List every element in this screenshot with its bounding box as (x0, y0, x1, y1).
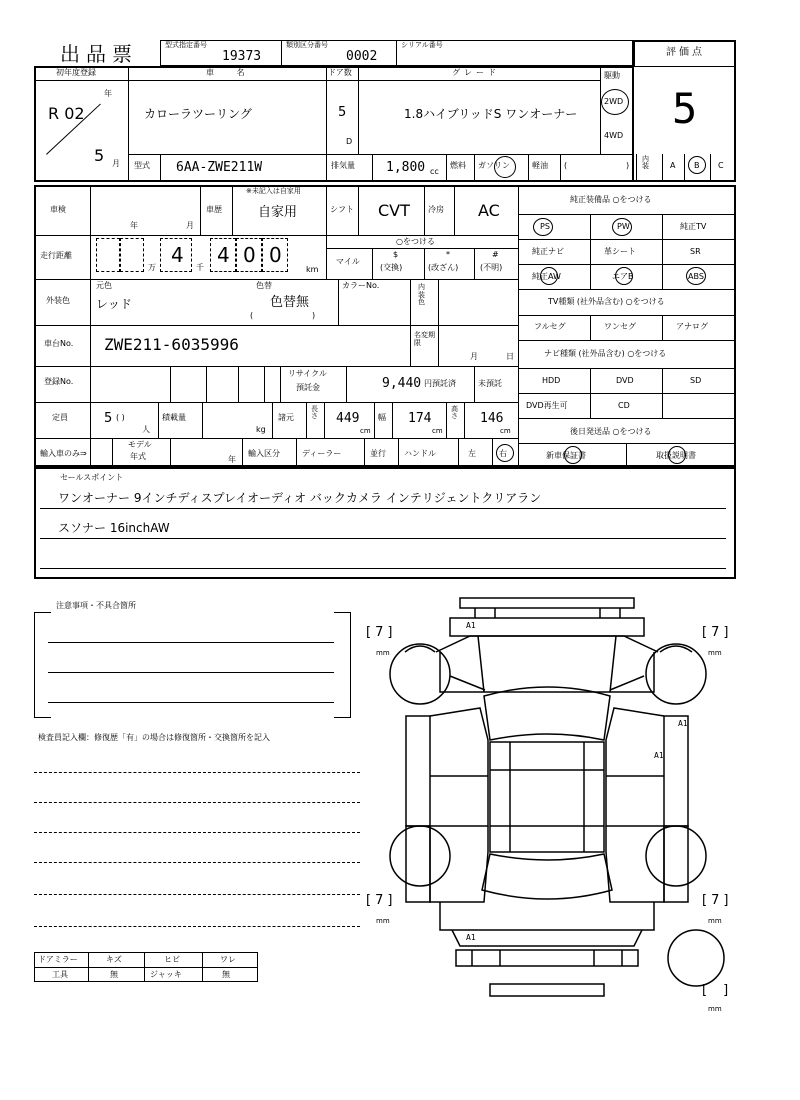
title-period-day: 日 (506, 352, 514, 361)
category-label: 類別区分番号 (286, 41, 328, 49)
inspection-label: 車検 (50, 205, 66, 214)
repaint-value: 色替無 (270, 295, 310, 310)
right-rear-door (664, 826, 688, 902)
rear-right-wheel (646, 826, 706, 886)
rear-bumper (456, 950, 638, 966)
recycle-label-1: リサイクル (288, 369, 327, 378)
tools-crack: ヒビ (164, 955, 180, 964)
tread-spare-unit: mm (708, 1005, 722, 1013)
mileage-digit-1 (96, 238, 120, 272)
model-label: 型式 (134, 161, 150, 170)
score-value: 5 (672, 84, 698, 133)
kg-unit: kg (256, 425, 266, 434)
altered-mark: * (446, 250, 450, 259)
import-label: 輸入車のみ⇒ (40, 449, 87, 458)
navi-cd: CD (618, 401, 630, 410)
history-label: 車歴 (206, 205, 222, 214)
length-label: 長さ (311, 405, 318, 420)
interior-label: 内装 (642, 155, 649, 170)
capacity-paren: ( ) (116, 413, 125, 422)
sales-points-line-2: スソナー 16inchAW (58, 521, 170, 535)
first-reg-month: 5 (94, 146, 105, 165)
load-label: 積載量 (162, 413, 186, 422)
equipment-title: 純正装備品 ○をつける (570, 195, 652, 204)
interior-grade-a: A (670, 161, 676, 170)
mileage-label: 走行距離 (40, 251, 72, 260)
damage-mark-right-door: A1 (654, 751, 664, 760)
tread-fr: [ 7 ] (702, 625, 729, 640)
later-manual: 取扱説明書 (656, 451, 696, 460)
rear-window (482, 854, 612, 899)
equip-leather: 革シート (604, 247, 636, 256)
length-cm: cm (360, 427, 371, 435)
shift-label: シフト (330, 205, 354, 214)
dims-label: 諸元 (278, 413, 294, 422)
recycle-unpaid: 未預託 (478, 379, 502, 388)
equip-abs: ABS (688, 272, 704, 281)
tread-fl: [ 7 ] (366, 625, 393, 640)
mileage-digit-6: 0 (262, 238, 288, 272)
equip-airbag-circle (615, 267, 633, 285)
category-number: 0002 (346, 49, 378, 64)
windshield (484, 687, 610, 740)
width-label: 幅 (378, 413, 386, 422)
rear-left-wheel (390, 826, 450, 886)
length-value: 449 (336, 411, 360, 426)
interior-grade-c: C (718, 161, 724, 170)
tread-rr: [ 7 ] (702, 893, 729, 908)
sales-points-line-1: ワンオーナー 9インチディスプレイオーディオ バックカメラ インテリジェントクリアラン (58, 491, 542, 505)
handle-left: 左 (468, 449, 476, 458)
equip-ps: PS (540, 222, 550, 231)
tools-jack-value: 無 (222, 970, 230, 979)
drive-4wd: 4WD (604, 131, 624, 140)
title-period-month: 月 (470, 352, 478, 361)
recycle-status: 円預託済 (424, 379, 456, 388)
equip-abs-circle (686, 267, 706, 285)
repaint-label: 色替 (256, 281, 272, 290)
equip-airbag: エアB (612, 272, 634, 281)
mileage-digit-5: 0 (236, 238, 262, 272)
tools-tool-value: 無 (110, 970, 118, 979)
later-manual-circle (668, 446, 686, 464)
unknown-mark: # (492, 250, 499, 259)
recycle-label-2: 預託金 (296, 383, 320, 392)
tread-rl-unit: mm (376, 917, 390, 925)
damage-mark-right-front: A1 (678, 719, 688, 728)
drive-2wd-circle (601, 89, 629, 115)
mile-option: マイル (336, 257, 360, 266)
tread-spare: [ ] (702, 983, 729, 998)
exchange-option: (交換) (380, 263, 403, 272)
car-name-label: 車 名 (206, 68, 255, 77)
color-no-label: カラーNo. (342, 281, 380, 290)
rear-plate (490, 984, 604, 996)
car-damage-diagram (360, 590, 740, 1030)
navi-sd: SD (690, 376, 702, 385)
caution-bracket-right (334, 612, 351, 718)
exchange-mark: $ (393, 250, 399, 259)
width-cm: cm (432, 427, 443, 435)
front-left-wheel (390, 644, 450, 704)
equip-navi: 純正ナビ (532, 247, 564, 256)
drive-label: 駆動 (604, 71, 620, 80)
doors-value: 5 (338, 105, 347, 120)
tv-analog: アナログ (676, 322, 708, 331)
fuel-diesel: 軽油 (532, 161, 548, 170)
dealer-option: ディーラー (302, 449, 342, 458)
equip-pw-circle (612, 218, 632, 236)
month-unit: 月 (112, 159, 120, 168)
paren-close: ) (626, 161, 630, 170)
handle-right: 右 (499, 449, 507, 458)
left-rear-door (406, 826, 430, 902)
front-right-wheel (646, 644, 706, 704)
model-year-label-2: 年式 (130, 452, 146, 461)
chassis-label: 車台No. (44, 339, 74, 348)
equip-sr: SR (690, 247, 701, 256)
ac-value: AC (478, 201, 500, 220)
doors-label: ドア数 (328, 68, 352, 77)
capacity-value: 5 (104, 411, 113, 426)
inspection-month-unit: 月 (186, 221, 194, 230)
displacement-label: 排気量 (331, 161, 355, 170)
type-approval-label: 型式指定番号 (165, 41, 207, 49)
interior-b-circle (688, 156, 706, 174)
fuel-label: 燃料 (450, 161, 466, 170)
mileage-mark-note: ○をつける (396, 237, 435, 246)
navi-hdd: HDD (542, 376, 561, 385)
width-value: 174 (408, 411, 432, 426)
exterior-label: 外装色 (46, 296, 70, 305)
person-unit: 人 (142, 425, 150, 434)
fuel-gasoline: ガソリン (478, 161, 510, 170)
tread-fl-unit: mm (376, 649, 390, 657)
year-unit: 年 (104, 89, 112, 98)
tread-rr-unit: mm (708, 917, 722, 925)
height-value: 146 (480, 411, 504, 426)
front-bumper (460, 598, 634, 608)
tools-jack-label: ジャッキ (150, 970, 182, 979)
tv-title: TV種類 (社外品含む) ○をつける (548, 297, 665, 306)
displacement-value: 1,800 (386, 160, 426, 175)
tools-break: ワレ (220, 955, 236, 964)
capacity-label: 定員 (52, 413, 68, 422)
chassis-number: ZWE211-6035996 (104, 335, 239, 354)
caution-label: 注意事項・不具合箇所 (56, 601, 136, 610)
model-year-label-1: モデル (128, 440, 152, 449)
tread-rl: [ 7 ] (366, 893, 393, 908)
recycle-amount: 9,440 (382, 376, 422, 391)
import-type-label: 輸入区分 (248, 449, 280, 458)
altered-option: (改ざん) (428, 263, 459, 272)
navi-title: ナビ種類 (社外品含む) ○をつける (544, 349, 667, 358)
tv-oneseg: ワンセグ (604, 322, 636, 331)
km-unit: km (306, 265, 319, 274)
handle-label: ハンドル (404, 449, 436, 458)
inspector-label: 検査員記入欄：修復歴「有」の場合は修復箇所・交換箇所を記入 (38, 733, 270, 742)
unknown-option: (不明) (480, 263, 503, 272)
equip-aw-circle (540, 267, 558, 285)
grade-value: 1.8ハイブリッドS ワンオーナー (404, 107, 578, 121)
parallel-option: 並行 (370, 449, 386, 458)
type-approval-number: 19373 (222, 49, 262, 64)
cc-unit: cc (430, 167, 439, 176)
damage-mark-front: A1 (466, 621, 476, 630)
left-front-door (406, 716, 430, 826)
equip-tv: 純正TV (680, 222, 707, 231)
model-year-unit: 年 (228, 455, 236, 464)
equip-pw: PW (617, 222, 630, 231)
man-unit: 万 (148, 263, 156, 272)
drive-2wd: 2WD (604, 97, 624, 106)
tv-fullseg: フルセグ (534, 322, 566, 331)
original-color-label: 元色 (96, 281, 112, 290)
door-type: D (346, 137, 353, 146)
roof (490, 742, 604, 852)
shift-value: CVT (378, 201, 410, 220)
mileage-digit-4: 4 (210, 238, 236, 272)
reg-no-label: 登録No. (44, 377, 74, 386)
model-value: 6AA-ZWE211W (176, 160, 263, 175)
right-front-door (664, 716, 688, 826)
sen-unit: 千 (196, 263, 204, 272)
paren-open: ( (564, 161, 568, 170)
tools-mirror: ドアミラー (38, 955, 78, 964)
height-cm: cm (500, 427, 511, 435)
history-note: ※未記入は自家用 (246, 187, 301, 195)
mileage-digit-2 (120, 238, 144, 272)
serial-label: シリアル番号 (401, 41, 443, 49)
interior-color-label: 内装色 (418, 283, 425, 307)
fuel-gasoline-circle (494, 156, 516, 178)
ac-label: 冷房 (428, 205, 444, 214)
sales-points-label: セールスポイント (60, 473, 124, 482)
equip-aw: 純正AW (532, 272, 561, 281)
tools-tool-label: 工具 (52, 970, 68, 979)
first-reg-label: 初年度登録 (56, 68, 96, 77)
car-name: カローラツーリング (144, 107, 252, 121)
front-grille (450, 618, 644, 636)
spare-tire (668, 930, 724, 986)
grade-label: グレード (452, 68, 500, 77)
original-color: レッド (96, 297, 132, 311)
score-label: 評価点 (666, 47, 705, 58)
height-label: 高さ (451, 405, 458, 420)
later-warranty: 新車保証書 (546, 451, 586, 460)
first-reg-era: R 02 (48, 104, 85, 123)
form-title: 出品票 (60, 42, 138, 66)
repaint-paren-open: ( (250, 311, 254, 320)
repaint-paren-close: ) (312, 311, 316, 320)
title-period-label: 名変期限 (414, 331, 435, 348)
mileage-digit-3: 4 (160, 238, 192, 272)
tools-scratch: キズ (106, 955, 122, 964)
inspection-year-unit: 年 (130, 221, 138, 230)
handle-right-circle (496, 444, 514, 462)
history-value: 自家用 (258, 205, 298, 220)
later-title: 後日発送品 ○をつける (570, 427, 652, 436)
damage-mark-rear: A1 (466, 933, 476, 942)
interior-grade-b: B (694, 161, 700, 170)
navi-dvd-playback: DVD再生可 (526, 401, 568, 410)
equip-ps-circle (533, 218, 553, 236)
navi-dvd: DVD (616, 376, 634, 385)
tread-fr-unit: mm (708, 649, 722, 657)
later-warranty-circle (564, 446, 582, 464)
